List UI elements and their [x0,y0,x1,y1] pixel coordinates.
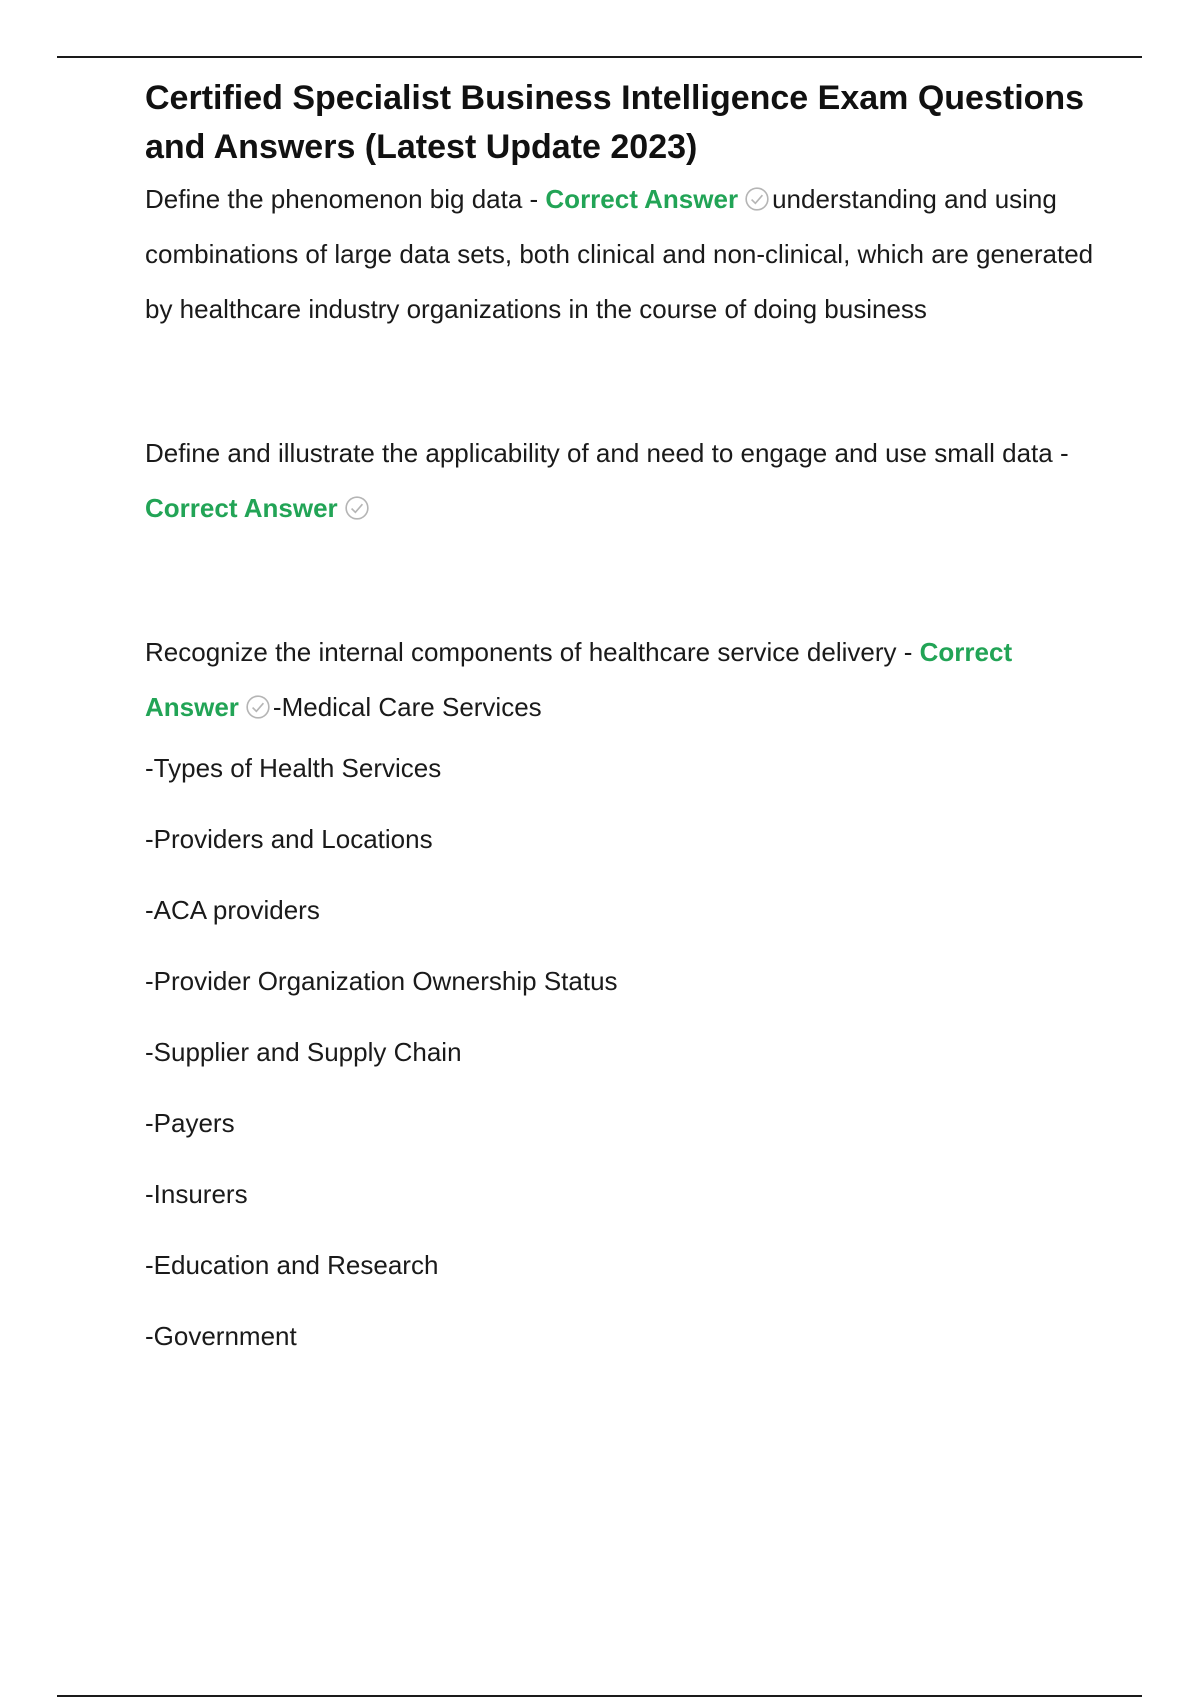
list-item: -Insurers [145,1179,248,1209]
list-item: -Education and Research [145,1250,439,1280]
list-item: -Providers and Locations [145,824,433,854]
correct-answer-label: Correct Answer [145,637,1013,722]
correct-answer-label: Correct Answer [145,493,338,523]
top-rule [57,56,1142,58]
question-text: Recognize the internal components of healthcare service delivery - [145,637,920,667]
answer-text: understanding and using combinations of large data sets, both clinical and non-clinical, which are generated by healthcare industry organizations in the course of doing business [145,184,1094,324]
question-text: Define and illustrate the applicability of and need to engage and use small data - [145,438,1069,468]
list-item: -Payers [145,1108,235,1138]
check-circle-icon [245,694,271,720]
list-item: -Government [145,1321,297,1351]
document-title: Certified Specialist Business Intelligence Exam Questions and Answers (Latest Update 2023) [145,79,1085,166]
list-item: -Supplier and Supply Chain [145,1037,462,1067]
list-item: -Types of Health Services [145,753,442,783]
document-body [145,74,1095,1390]
answer-list [145,751,1095,1354]
list-item: -ACA providers [145,895,320,925]
question-text: Define the phenomenon big data - [145,184,546,214]
bottom-rule [57,1695,1142,1697]
answer-text: -Medical Care Services [272,692,542,722]
check-circle-icon [744,186,770,212]
qa-item [145,426,1095,536]
list-item: -Provider Organization Ownership Status [145,966,618,996]
correct-answer-label: Correct Answer [545,184,739,214]
qa-item [145,625,1095,735]
qa-item [145,172,1095,337]
check-circle-icon [344,495,370,521]
